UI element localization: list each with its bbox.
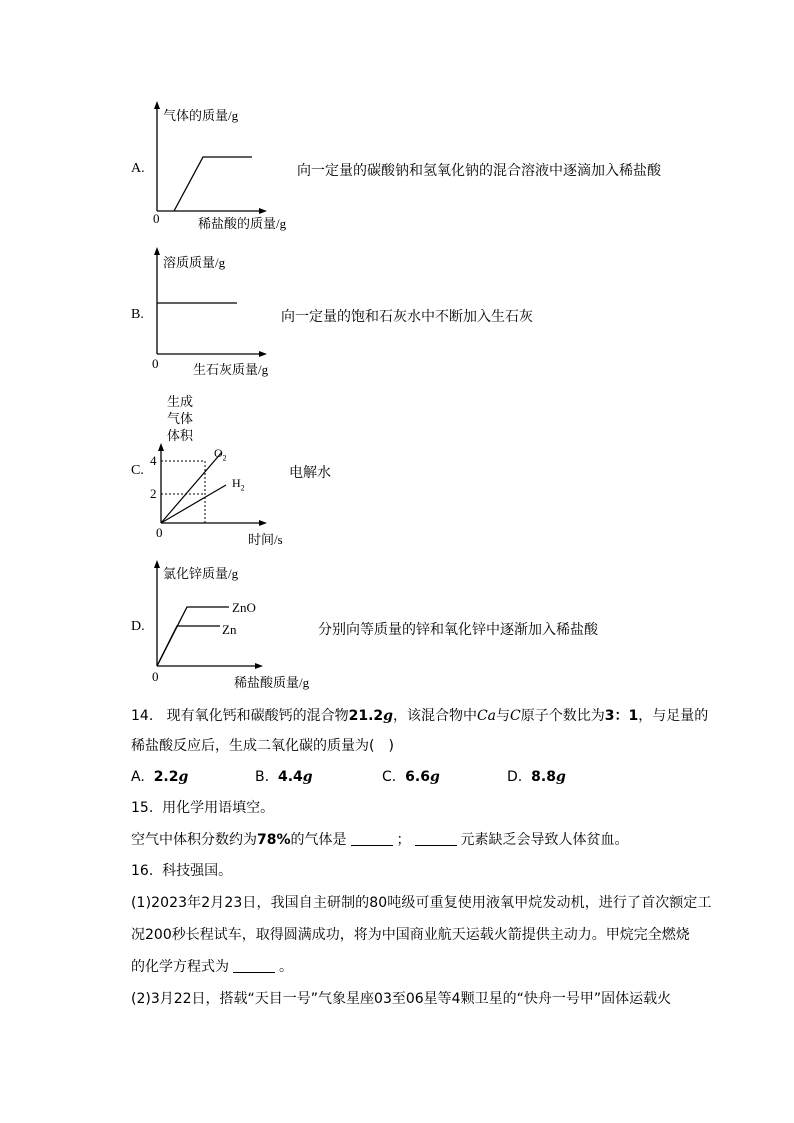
q14-option-d[interactable]: D. 8.8g [507,769,566,785]
option-label-a: A. [131,161,145,176]
q14-number: 14. [131,708,154,724]
graph-d-description: 分别向等质量的锌和氧化锌中逐渐加入稀盐酸 [318,622,598,638]
q16-blank-1[interactable] [233,958,275,973]
q15-number: 15. [131,800,154,816]
graph-a-ylabel: 气体的质量/g [163,108,239,123]
graph-c-h2-label: $H_2$ [232,476,245,493]
graph-c-origin: 0 [156,525,163,540]
graph-d-origin: 0 [152,669,159,684]
q16-title: 科技强国。 [162,863,233,879]
graph-d-xlabel: 稀盐酸质量/g [234,675,310,690]
q14-line1: 14. 现有氧化钙和碳酸钙的混合物21.2g，该混合物中Ca与C原子个数比为3：1，与足量的 [131,708,709,724]
q14-c: C [510,708,521,724]
q15-body: 空气中体积分数约为78%的气体是 ； 元素缺乏会导致人体贫血。 [131,832,629,848]
q14-ratio: 3：1 [604,708,639,724]
option-label-d: D. [131,619,145,634]
graph-d-zno-label: ZnO [232,600,256,615]
q15-blank-2[interactable] [415,831,457,846]
q15-title-line [131,798,274,818]
graph-c-o2-label: $O_2$ [214,446,227,463]
graph-b-description: 向一定量的饱和石灰水中不断加入生石灰 [281,309,533,325]
q14-mass: 21.2g [348,708,393,724]
graph-b-xlabel: 生石灰质量/g [193,362,269,377]
graph-d-zn-label: Zn [222,622,237,637]
graph-a-description: 向一定量的碳酸钠和氢氧化钠的混合溶液中逐滴加入稀盐酸 [297,163,661,179]
option-label-b: B. [131,307,144,322]
q16-p1-line1: (1)2023年2月23日，我国自主研制的80吨级可重复使用液氧甲烷发动机，进行了首次额定工 [131,895,712,911]
q14-option-c[interactable]: C. 6.6g [382,769,440,785]
graph-d-zno-curve [157,607,229,666]
q14-option-b[interactable]: B. 4.4g [255,769,313,785]
graph-b-origin: 0 [152,356,159,371]
graph-a-xlabel: 稀盐酸的质量/g [198,216,287,231]
q15-blank-1[interactable] [351,831,393,846]
q14-line2: 稀盐酸反应后，生成二氧化碳的质量为( ) [131,738,394,754]
q16-number: 16. [131,863,154,879]
q16-p1-line2: 况200秒长程试车，取得圆满成功，将为中国商业航天运载火箭提供主动力。甲烷完全燃烧 [131,927,690,943]
q16-title-line [131,861,232,881]
q15-title: 用化学用语填空。 [162,800,275,816]
graph-d-ylabel: 氯化锌质量/g [163,566,239,581]
q16-p2-line1: (2)3月22日，搭载“天目一号”气象星座03至06星等4颗卫星的“快舟一号甲”固体运载火 [131,991,672,1007]
option-label-c: C. [131,463,144,478]
graph-c-ylabel-line3: 体积 [167,428,194,443]
q14-option-a[interactable]: A. 2.2g [131,769,189,785]
graph-c-ylabel-line1: 生成 [167,394,194,409]
q16-p1-line3: 的化学方程式为 。 [131,959,293,975]
graph-b-ylabel: 溶质质量/g [163,255,226,270]
graph-d-zn-curve [157,626,220,666]
graph-c-description: 电解水 [289,465,331,481]
q14-ca: Ca [476,708,497,724]
graph-a-origin: 0 [153,211,160,226]
graph-c-ylabel-line2: 气体 [167,411,194,426]
graph-c-ytick-2: 2 [150,486,157,501]
graph-c-ytick-4: 4 [150,453,157,468]
graph-c-xlabel: 时间/s [248,532,283,547]
